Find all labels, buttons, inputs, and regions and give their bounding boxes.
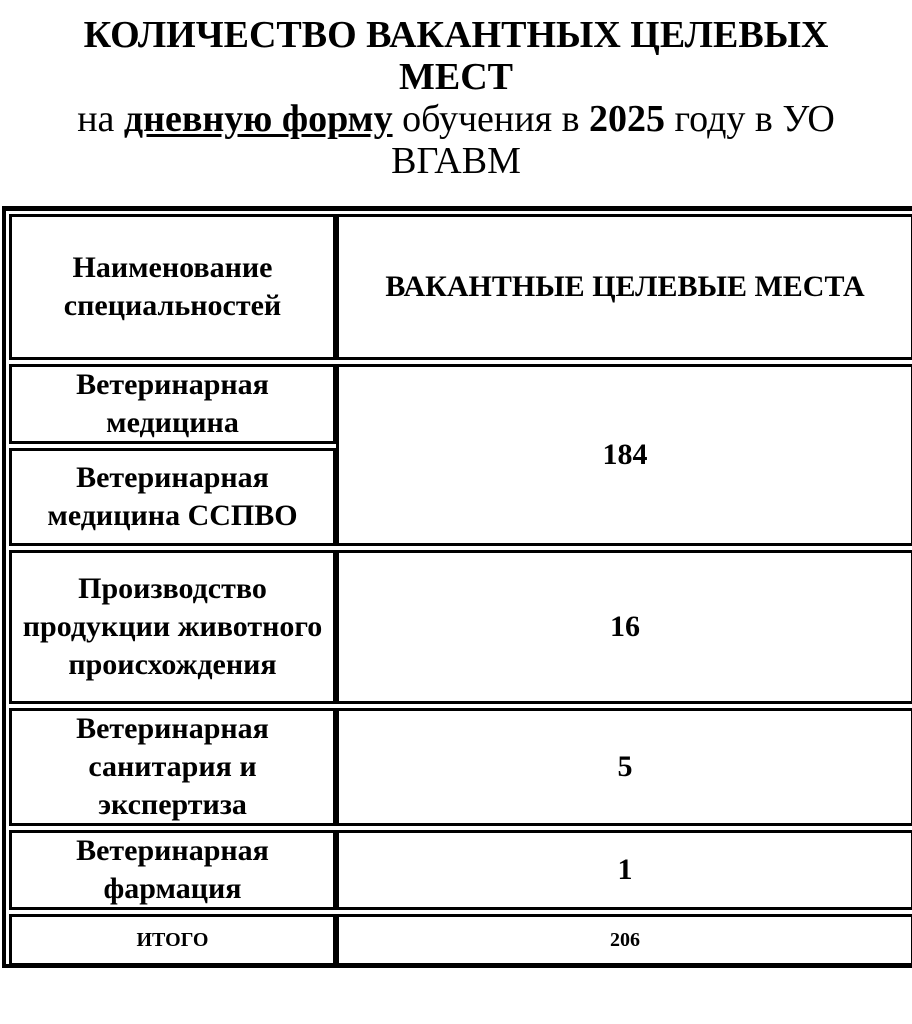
header-places: ВАКАНТНЫЕ ЦЕЛЕВЫЕ МЕСТА xyxy=(336,214,912,360)
row-specialty-vet-medicine: Ветеринарная медицина xyxy=(9,364,336,444)
subtitle-form: дневную форму xyxy=(123,98,393,140)
subtitle-year: 2025 xyxy=(589,98,666,140)
subtitle-suffix: году в УО ВГАВМ xyxy=(391,98,835,182)
document-title xyxy=(0,14,912,182)
total-value: 206 xyxy=(336,914,912,966)
vacancy-table xyxy=(2,206,912,968)
row-specialty-production: Производство продукции животного происхождения xyxy=(9,550,336,704)
row-specialty-vet-medicine-sspvo: Ветеринарная медицина ССПВО xyxy=(9,448,336,546)
row-places-vet-medicine-merged: 184 xyxy=(336,364,912,546)
subtitle-mid: обучения в xyxy=(392,98,590,140)
row-places-pharmacy: 1 xyxy=(336,830,912,910)
title-main: КОЛИЧЕСТВО ВАКАНТНЫХ ЦЕЛЕВЫХ МЕСТ xyxy=(83,14,829,98)
header-specialty: Наименование специальностей xyxy=(9,214,336,360)
row-specialty-pharmacy: Ветеринарная фармация xyxy=(9,830,336,910)
row-places-sanitation: 5 xyxy=(336,708,912,826)
subtitle-prefix: на xyxy=(77,98,124,140)
total-label: ИТОГО xyxy=(9,914,336,966)
title-subtitle xyxy=(0,98,912,182)
row-specialty-sanitation: Ветеринарная санитария и экспертиза xyxy=(9,708,336,826)
row-places-production: 16 xyxy=(336,550,912,704)
